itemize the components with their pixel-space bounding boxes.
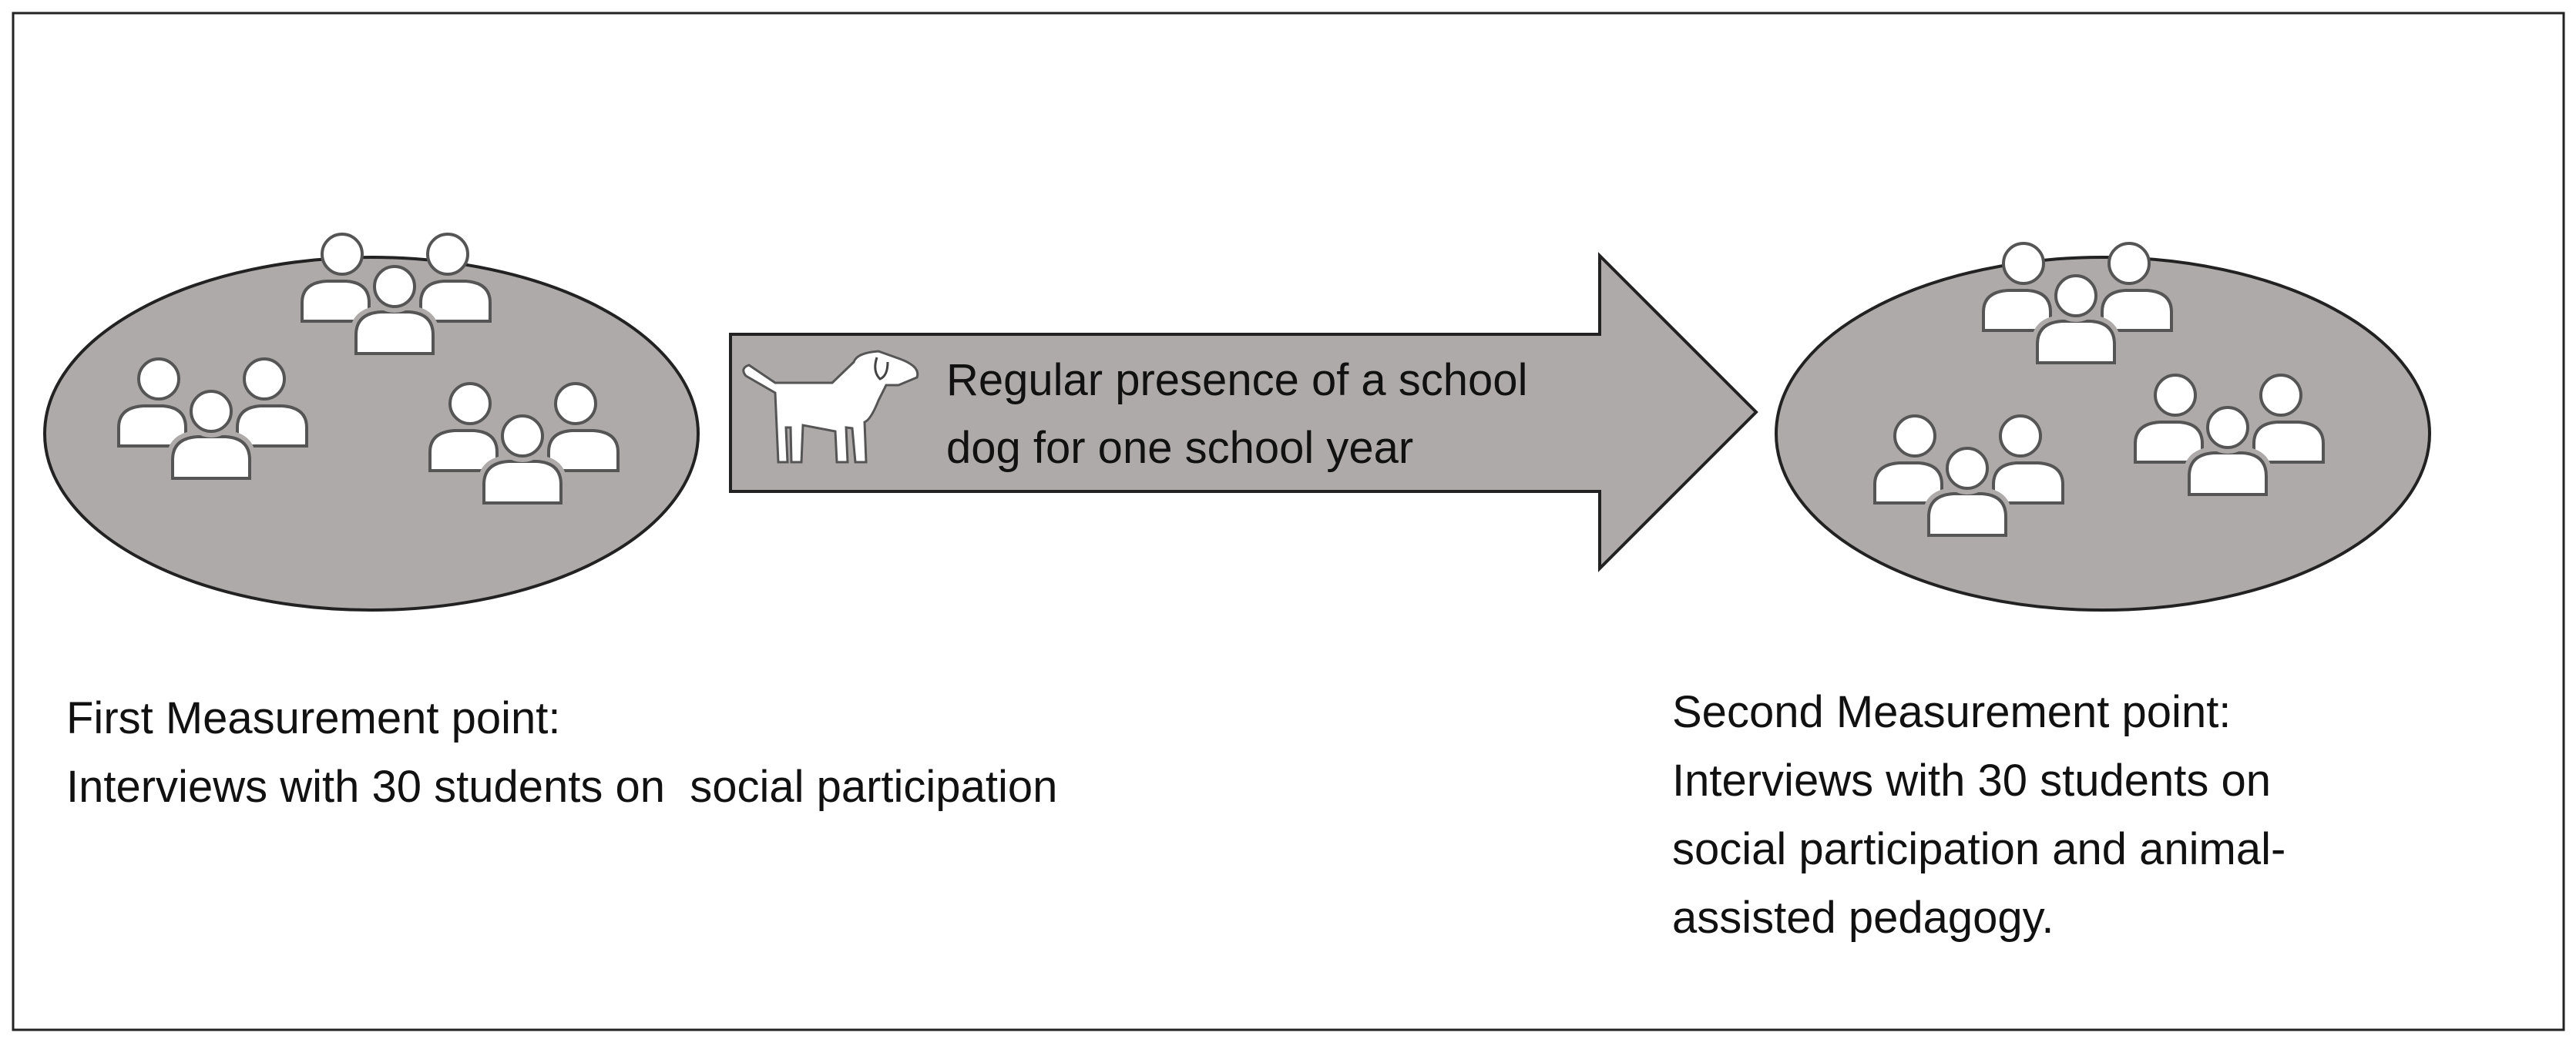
first-measurement-caption xyxy=(66,684,1057,821)
caption-line: social participation and animal- xyxy=(1672,824,2286,874)
caption-line: Interviews with 30 students on xyxy=(1672,756,2271,806)
intervention-line: dog for one school year xyxy=(946,423,1414,473)
caption-line: assisted pedagogy. xyxy=(1672,893,2054,943)
intervention-line: Regular presence of a school xyxy=(946,355,1528,405)
first-group-ellipse xyxy=(45,234,698,610)
caption-line: Interviews with 30 students on social participation xyxy=(66,762,1058,812)
intervention-label xyxy=(946,347,1527,482)
second-measurement-caption xyxy=(1672,678,2285,952)
caption-line: Second Measurement point: xyxy=(1672,687,2232,737)
caption-line: First Measurement point: xyxy=(66,693,561,743)
second-group-ellipse xyxy=(1776,243,2430,610)
